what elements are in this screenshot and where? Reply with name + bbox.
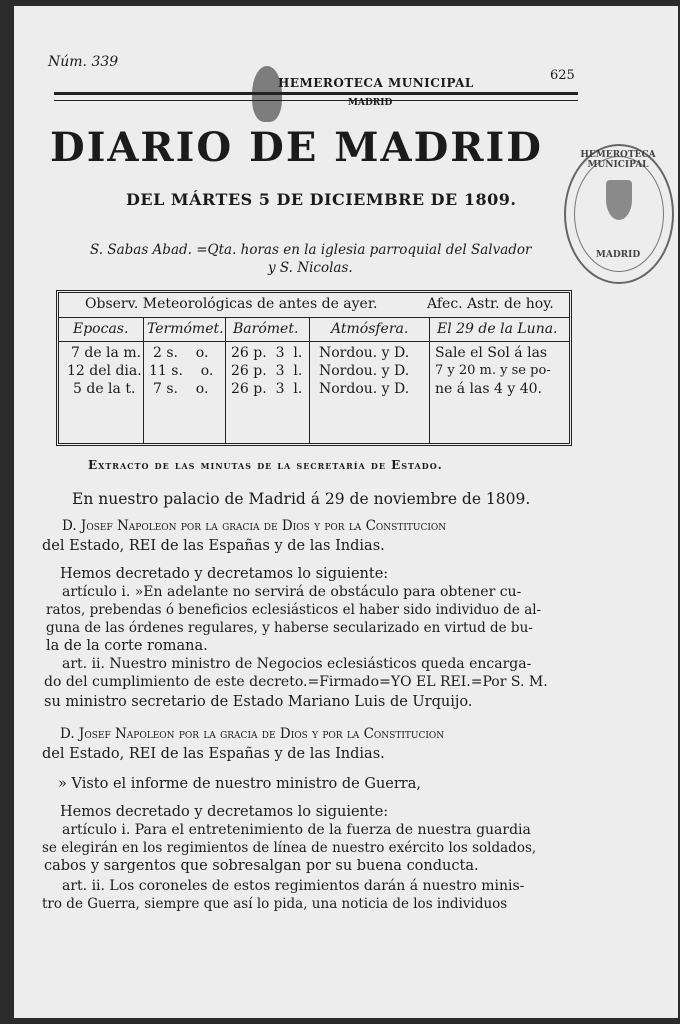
body-line: cabos y sargentos que sobresalgan por su buena conducta. [44, 858, 479, 874]
body-line: artículo i. »En adelante no servirá de obstáculo para obtener cu- [62, 584, 522, 600]
table-header-right: Afec. Astr. de hoy. [427, 296, 554, 312]
row-3-barometro: 26 p. 3 l. [231, 381, 303, 397]
body-line: En nuestro palacio de Madrid á 29 de noviembre de 1809. [72, 490, 531, 508]
body-line: do del cumplimiento de este decreto.=Firmado=YO EL REI.=Por S. M. [44, 674, 548, 690]
body-line: Hemos decretado y decretamos lo siguiente: [60, 566, 389, 582]
round-library-stamp [564, 144, 674, 284]
luna-line-1: Sale el Sol á las [435, 345, 548, 361]
newspaper-page [14, 6, 678, 1018]
col-barometro: Barómet. [233, 321, 299, 337]
body-line: se elegirán en los regimientos de línea de nuestro exército los soldados, [42, 840, 537, 856]
library-stamp-city: MADRID [348, 98, 393, 108]
round-stamp-bottom-text: MADRID [595, 250, 641, 260]
row-1-barometro: 26 p. 3 l. [231, 345, 303, 361]
body-line: del Estado, REI de las Españas y de las Indias. [42, 538, 385, 554]
row-3-epoca: 5 de la t. [73, 381, 136, 397]
saint-line-2: y S. Nicolas. [268, 260, 353, 276]
body-line: artículo i. Para el entretenimiento de la fuerza de nuestra guardia [62, 822, 531, 838]
body-line: Hemos decretado y decretamos lo siguiente: [60, 804, 389, 820]
body-line: guna de las órdenes regulares, y haberse secularizado en virtud de bu- [46, 620, 533, 636]
round-stamp-top-text: HEMEROTECA MUNICIPAL [580, 150, 656, 170]
row-1-termometro: 2 s. o. [153, 345, 209, 361]
weather-table [56, 290, 572, 446]
table-header-left: Observ. Meteorológicas de antes de ayer. [85, 296, 378, 312]
saint-line-1: S. Sabas Abad. =Qta. horas en la iglesia parroquial del Salvador [90, 242, 532, 258]
header-rule [54, 92, 578, 101]
library-stamp-text: HEMEROTECA MUNICIPAL [278, 76, 474, 90]
col-atmosfera: Atmósfera. [331, 321, 409, 337]
body-line: » Visto el informe de nuestro ministro de Guerra, [58, 776, 421, 792]
body-line: D. Josef Napoleon por la gracia de Dios y por la Constitucion [62, 518, 447, 534]
issue-number: Núm. 339 [48, 54, 119, 70]
row-1-atmosfera: Nordou. y D. [319, 345, 410, 361]
body-line: D. Josef Napoleon por la gracia de Dios y por la Constitucion [60, 726, 445, 742]
body-line: del Estado, REI de las Españas y de las Indias. [42, 746, 385, 762]
issue-date: DEL MÁRTES 5 DE DICIEMBRE DE 1809. [126, 190, 517, 209]
extract-heading: Extracto de las minutas de la secretaría de Estado. [88, 458, 443, 472]
row-2-epoca: 12 del dia. [67, 363, 142, 379]
page-number: 625 [550, 68, 575, 83]
row-2-atmosfera: Nordou. y D. [319, 363, 410, 379]
body-line: ratos, prebendas ó beneficios eclesiásticos el haber sido individuo de al- [46, 602, 542, 618]
luna-line-3: ne á las 4 y 40. [435, 381, 542, 397]
masthead-title: DIARIO DE MADRID [50, 124, 543, 171]
row-3-atmosfera: Nordou. y D. [319, 381, 410, 397]
body-line: art. ii. Los coroneles de estos regimientos darán á nuestro minis- [62, 878, 525, 894]
body-line: art. ii. Nuestro ministro de Negocios eclesiásticos queda encarga- [62, 656, 532, 672]
col-epocas: Epocas. [73, 321, 129, 337]
stamp-crest-icon [606, 180, 632, 220]
row-2-barometro: 26 p. 3 l. [231, 363, 303, 379]
body-line: la de la corte romana. [46, 638, 208, 654]
body-line: tro de Guerra, siempre que así lo pida, una noticia de los individuos [42, 896, 508, 912]
luna-line-2: 7 y 20 m. y se po- [435, 363, 551, 378]
col-luna: El 29 de la Luna. [437, 321, 558, 337]
col-termometro: Termómet. [147, 321, 224, 337]
row-1-epoca: 7 de la m. [71, 345, 142, 361]
row-2-termometro: 11 s. o. [149, 363, 214, 379]
body-line: su ministro secretario de Estado Mariano Luis de Urquijo. [44, 694, 473, 710]
row-3-termometro: 7 s. o. [153, 381, 209, 397]
